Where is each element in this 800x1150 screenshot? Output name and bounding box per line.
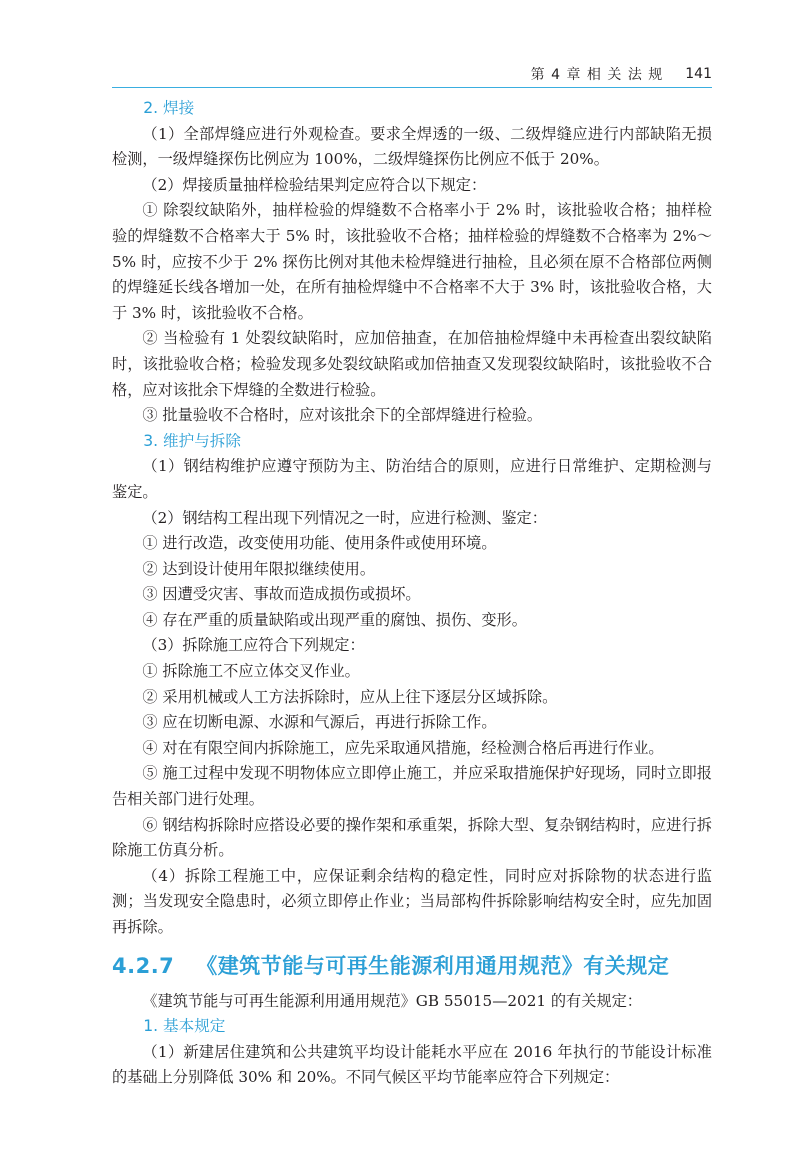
- subsection-heading: 2. 焊接: [143, 99, 195, 117]
- paragraph: ② 达到设计使用年限拟继续使用。: [142, 559, 376, 578]
- paragraph: （4）拆除工程施工中，应保证剩余结构的稳定性，同时应对拆除物的状态进行监测；当发现安全隐患时，必须立即停止作业；当局部构件拆除影响结构安全时，应先加固再拆除。: [112, 866, 712, 936]
- subsection-heading: 1. 基本规定: [143, 1017, 226, 1036]
- header-rule: [112, 87, 712, 88]
- chapter-title: 第 4 章 相 关 法 规: [530, 67, 664, 83]
- paragraph: ① 除裂纹缺陷外，抽样检验的焊缝数不合格率小于 2% 时，该批验收合格；抽样检验的焊缝数不合格率大于 5% 时，该批验收不合格；抽样检验的焊缝数不合格率为 2%～5% 时，应按不少于 2% 探伤比例对其他未检焊缝进行抽检，且必须在原不合格部位两侧的焊缝延长线各增加一处，在所有抽检焊缝中不合格率不大于 3% 时，该批验收合格，大于 3% 时，该批验收不合格。: [112, 201, 712, 322]
- section-heading: [112, 951, 712, 981]
- paragraph: ④ 存在严重的质量缺陷或出现严重的腐蚀、损伤、变形。: [142, 610, 527, 629]
- paragraph: ③ 因遭受灾害、事故而造成损伤或损坏。: [142, 585, 421, 604]
- paragraph: （1）全部焊缝应进行外观检查。要求全焊透的一级、二级焊缝应进行内部缺陷无损检测，一级焊缝探伤比例应为 100%，二级焊缝探伤比例应不低于 20%。: [112, 124, 712, 169]
- paragraph: ⑥ 钢结构拆除时应搭设必要的操作架和承重架，拆除大型、复杂钢结构时，应进行拆除施工仿真分析。: [112, 815, 712, 860]
- page-body: [112, 96, 712, 1091]
- paragraph: ③ 批量验收不合格时，应对该批余下的全部焊缝进行检验。: [142, 406, 543, 425]
- subsection-heading: 3. 维护与拆除: [143, 431, 241, 450]
- running-header: [112, 64, 712, 84]
- section-number: 4.2.7: [112, 953, 175, 978]
- paragraph: 《建筑节能与可再生能源利用通用规范》GB 55015—2021 的有关规定：: [142, 991, 642, 1010]
- paragraph: （3）拆除施工应符合下列规定：: [142, 636, 365, 655]
- paragraph: （1）钢结构维护应遵守预防为主、防治结合的原则，应进行日常维护、定期检测与鉴定。: [112, 457, 712, 501]
- paragraph: （2）钢结构工程出现下列情况之一时，应进行检测、鉴定：: [142, 508, 547, 527]
- page-number: 141: [685, 66, 712, 82]
- section-title: 《建筑节能与可再生能源利用通用规范》有关规定: [196, 953, 670, 978]
- paragraph: ② 采用机械或人工方法拆除时，应从上往下逐层分区域拆除。: [142, 687, 558, 706]
- paragraph: （1）新建居住建筑和公共建筑平均设计能耗水平应在 2016 年执行的节能设计标准的基础上分别降低 30% 和 20%。不同气候区平均节能率应符合下列规定：: [112, 1042, 712, 1087]
- paragraph: ⑤ 施工过程中发现不明物体应立即停止施工，并应采取措施保护好现场，同时立即报告相关部门进行处理。: [112, 764, 712, 809]
- paragraph: ① 拆除施工不应立体交叉作业。: [142, 662, 360, 681]
- paragraph: ② 当检验有 1 处裂纹缺陷时，应加倍抽查，在加倍抽检焊缝中未再检查出裂纹缺陷时，该批验收合格；检验发现多处裂纹缺陷或加倍抽查又发现裂纹缺陷时，该批验收不合格，应对该批余下焊缝的全数进行检验。: [112, 329, 712, 399]
- paragraph: （2）焊接质量抽样检验结果判定应符合以下规定：: [142, 175, 487, 194]
- paragraph: ① 进行改造，改变使用功能、使用条件或使用环境。: [142, 534, 497, 553]
- paragraph: ③ 应在切断电源、水源和气源后，再进行拆除工作。: [142, 713, 497, 732]
- paragraph: ④ 对在有限空间内拆除施工，应先采取通风措施，经检测合格后再进行作业。: [142, 738, 664, 757]
